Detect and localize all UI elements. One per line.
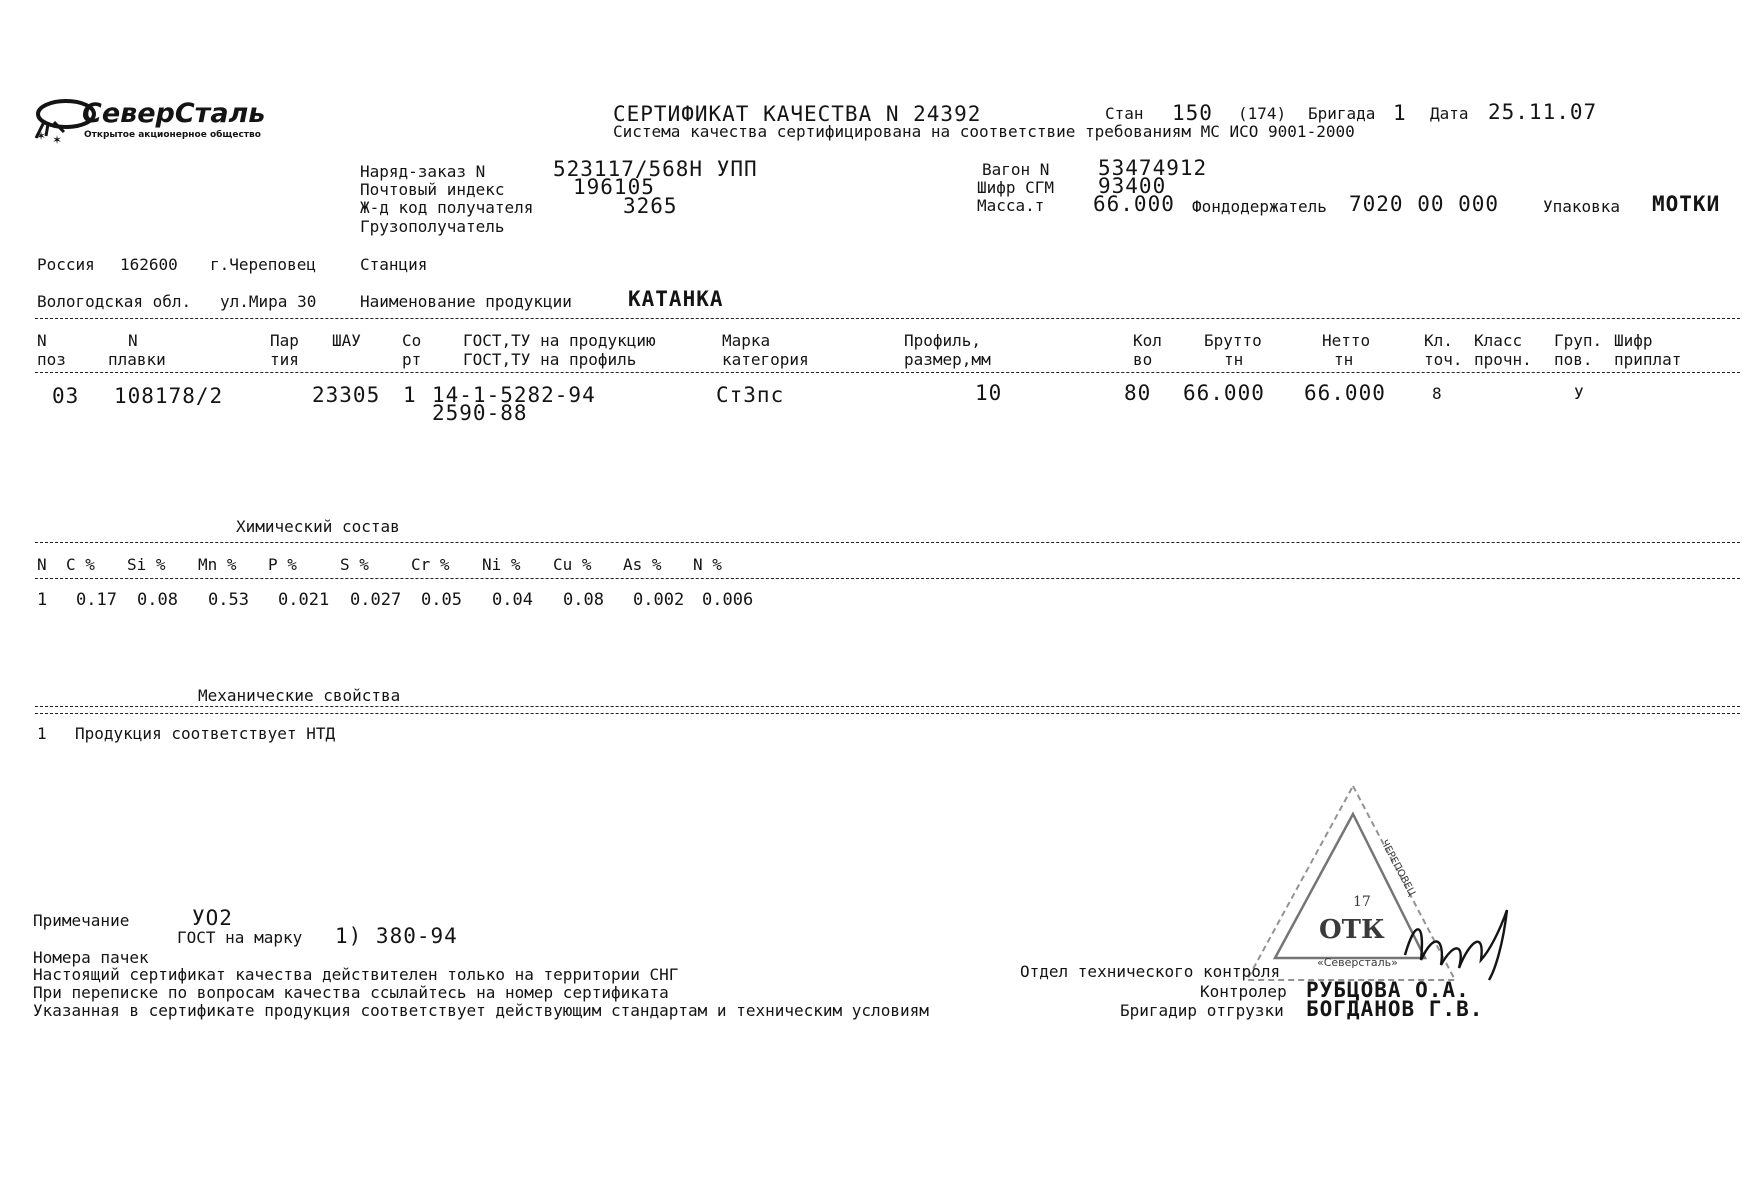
th-qty-2: во	[1133, 350, 1153, 369]
sgm-label: Шифр СГМ	[977, 178, 1055, 197]
chem-v-s: 0.027	[350, 590, 402, 610]
company-subtitle: Открытое акционерное общество	[84, 130, 261, 140]
th-profile-1: Профиль,	[904, 331, 982, 350]
stamp-number: 17	[1353, 894, 1371, 910]
wagon-value: 53474912	[1098, 156, 1208, 180]
chem-title: Химический состав	[236, 517, 400, 536]
chem-h-cu: Cu %	[553, 555, 592, 574]
row-gost-product: 14-1-5282-94	[432, 383, 596, 407]
chem-h-si: Si %	[127, 555, 166, 574]
note-label: Примечание	[33, 911, 130, 930]
naryad-label: Наряд-заказ N	[360, 162, 486, 181]
stamp-label: ОТК	[1319, 915, 1385, 945]
th-shau: ШАУ	[332, 331, 361, 350]
consignee-label: Грузополучатель	[360, 217, 505, 236]
gost-grade-value: 1) 380-94	[335, 924, 458, 948]
chem-h-s: S %	[340, 555, 369, 574]
th-code-1: Шифр	[1614, 331, 1653, 350]
chem-top-rule	[35, 542, 1740, 543]
chem-h-n2: N %	[693, 555, 722, 574]
chem-v-ni: 0.04	[492, 590, 533, 610]
date-label: Дата	[1430, 104, 1469, 123]
th-surface-2: пов.	[1554, 350, 1593, 369]
address-country: Россия	[37, 255, 95, 274]
postal-label: Почтовый индекс	[360, 180, 505, 199]
row-melt: 108178/2	[114, 384, 224, 408]
iso-line: Система качества сертифицирована на соответствие требованиям МС ИСО 9001-2000	[613, 122, 1355, 141]
mech-title: Механические свойства	[198, 686, 401, 705]
chem-h-p: P %	[268, 555, 297, 574]
chem-v-n: 1	[37, 590, 48, 610]
rail-code-value: 3265	[623, 194, 678, 218]
otk-dept: Отдел технического контроля	[1020, 962, 1281, 981]
note-value: УО2	[192, 906, 233, 930]
row-shau: 23305	[312, 383, 381, 407]
address-index: 162600	[120, 255, 178, 274]
signature	[1405, 910, 1507, 980]
th-gross-1: Брутто	[1204, 331, 1262, 350]
holder-label: Фондодержатель	[1192, 197, 1327, 216]
stan-value: 150	[1172, 101, 1213, 125]
th-grade-1: Марка	[722, 331, 771, 350]
row-gross: 66.000	[1183, 381, 1265, 405]
mech-row-n: 1	[37, 724, 47, 743]
th-grade-2: категория	[722, 350, 809, 369]
chem-v-cr: 0.05	[421, 590, 462, 610]
row-gost-profile: 2590-88	[432, 401, 528, 425]
mass-value: 66.000	[1093, 192, 1175, 216]
table-header-rule	[35, 372, 1740, 373]
wagon-label: Вагон N	[982, 160, 1050, 179]
bundles-label: Номера пачек	[33, 948, 149, 967]
mass-label: Масса.т	[977, 196, 1045, 215]
note-line-1: Настоящий сертификат качества действителен только на территории СНГ	[33, 965, 679, 984]
date-value: 25.11.07	[1488, 100, 1598, 124]
row-surface: У	[1574, 384, 1584, 403]
address-region: Вологодская обл.	[37, 292, 192, 311]
gost-grade-label: ГОСТ на марку	[177, 928, 303, 947]
severstal-logo	[34, 92, 309, 152]
th-profile-2: размер,мм	[904, 350, 991, 369]
row-grade: Ст3пс	[716, 383, 785, 407]
th-gost-1: ГОСТ,ТУ на продукцию	[463, 331, 656, 350]
th-batch-1: Пар	[270, 331, 299, 350]
sgm-value: 93400	[1098, 174, 1167, 198]
th-melt-2: плавки	[108, 350, 166, 369]
pack-label: Упаковка	[1543, 197, 1621, 216]
th-pos-1: N	[37, 331, 47, 350]
th-sort-2: рт	[402, 350, 422, 369]
th-net-2: тн	[1334, 350, 1354, 369]
chem-header-rule	[35, 578, 1740, 579]
th-strength-2: прочн.	[1474, 350, 1532, 369]
brigada-label: Бригада	[1308, 104, 1376, 123]
th-gross-2: тн	[1224, 350, 1244, 369]
chem-v-c: 0.17	[76, 590, 117, 610]
holder-value: 7020 00 000	[1349, 192, 1500, 216]
controller-name: РУБЦОВА О.А.	[1306, 978, 1470, 1002]
th-pos-2: поз	[37, 350, 66, 369]
mech-row-text: Продукция соответствует НТД	[75, 724, 336, 743]
mech-header-rule	[35, 713, 1740, 714]
controller-label: Контролер	[1200, 982, 1287, 1001]
note-line-3: Указанная в сертификате продукция соответствует действующим стандартам и техническим условиям	[33, 1001, 929, 1020]
address-city: г.Череповец	[210, 255, 316, 274]
station-label: Станция	[360, 255, 428, 274]
stamp-org: «Северсталь»	[1317, 956, 1398, 969]
table-top-rule	[35, 318, 1740, 319]
chem-h-as: As %	[623, 555, 662, 574]
row-net: 66.000	[1304, 381, 1386, 405]
postal-value: 196105	[573, 175, 655, 199]
th-strength-1: Класс	[1474, 331, 1523, 350]
stan-label: Стан	[1105, 104, 1144, 123]
th-surface-1: Груп.	[1554, 331, 1603, 350]
svg-text:✶: ✶	[52, 133, 63, 147]
foreman-label: Бригадир отгрузки	[1120, 1001, 1284, 1020]
chem-v-p: 0.021	[278, 590, 330, 610]
product-value: КАТАНКА	[628, 287, 724, 311]
chem-h-c: C %	[66, 555, 95, 574]
address-street: ул.Мира 30	[220, 292, 317, 311]
rail-code-label: Ж-д код получателя	[360, 198, 534, 217]
th-batch-2: тия	[270, 350, 299, 369]
svg-text:✶: ✶	[36, 129, 47, 143]
certificate-title: СЕРТИФИКАТ КАЧЕСТВА N 24392	[613, 102, 982, 126]
th-gost-2: ГОСТ,ТУ на профиль	[463, 350, 637, 369]
row-profile: 10	[975, 381, 1003, 405]
th-net-1: Нетто	[1322, 331, 1371, 350]
product-label: Наименование продукции	[360, 292, 572, 311]
pack-value: МОТКИ	[1652, 192, 1721, 216]
mech-top-rule	[35, 706, 1740, 707]
row-sort: 1	[403, 383, 417, 407]
th-code-2: приплат	[1614, 350, 1682, 369]
chem-h-mn: Mn %	[198, 555, 237, 574]
th-sort-1: Со	[402, 331, 422, 350]
chem-h-n: N	[37, 555, 47, 574]
company-name: СеверСталь	[82, 98, 266, 129]
th-melt-1: N	[128, 331, 138, 350]
row-pos: 03	[52, 384, 80, 408]
foreman-name: БОГДАНОВ Г.В.	[1306, 997, 1484, 1021]
th-qty-1: Кол	[1133, 331, 1162, 350]
row-accuracy: 8	[1432, 384, 1442, 403]
stan-extra: (174)	[1238, 104, 1287, 123]
stamp-side-text: ЧЕРЕПОВЕЦ	[1378, 838, 1418, 899]
naryad-value: 523117/568Н УПП	[553, 157, 758, 181]
chem-h-cr: Cr %	[411, 555, 450, 574]
chem-v-mn: 0.53	[208, 590, 249, 610]
th-accuracy-2: точ.	[1424, 350, 1463, 369]
th-accuracy-1: Кл.	[1424, 331, 1453, 350]
chem-v-as: 0.002	[633, 590, 685, 610]
chem-v-n2: 0.006	[702, 590, 754, 610]
chem-h-ni: Ni %	[482, 555, 521, 574]
row-qty: 80	[1124, 381, 1152, 405]
chem-v-si: 0.08	[137, 590, 178, 610]
note-line-2: При переписке по вопросам качества ссылайтесь на номер сертификата	[33, 983, 669, 1002]
brigada-value: 1	[1393, 101, 1407, 125]
chem-v-cu: 0.08	[563, 590, 604, 610]
